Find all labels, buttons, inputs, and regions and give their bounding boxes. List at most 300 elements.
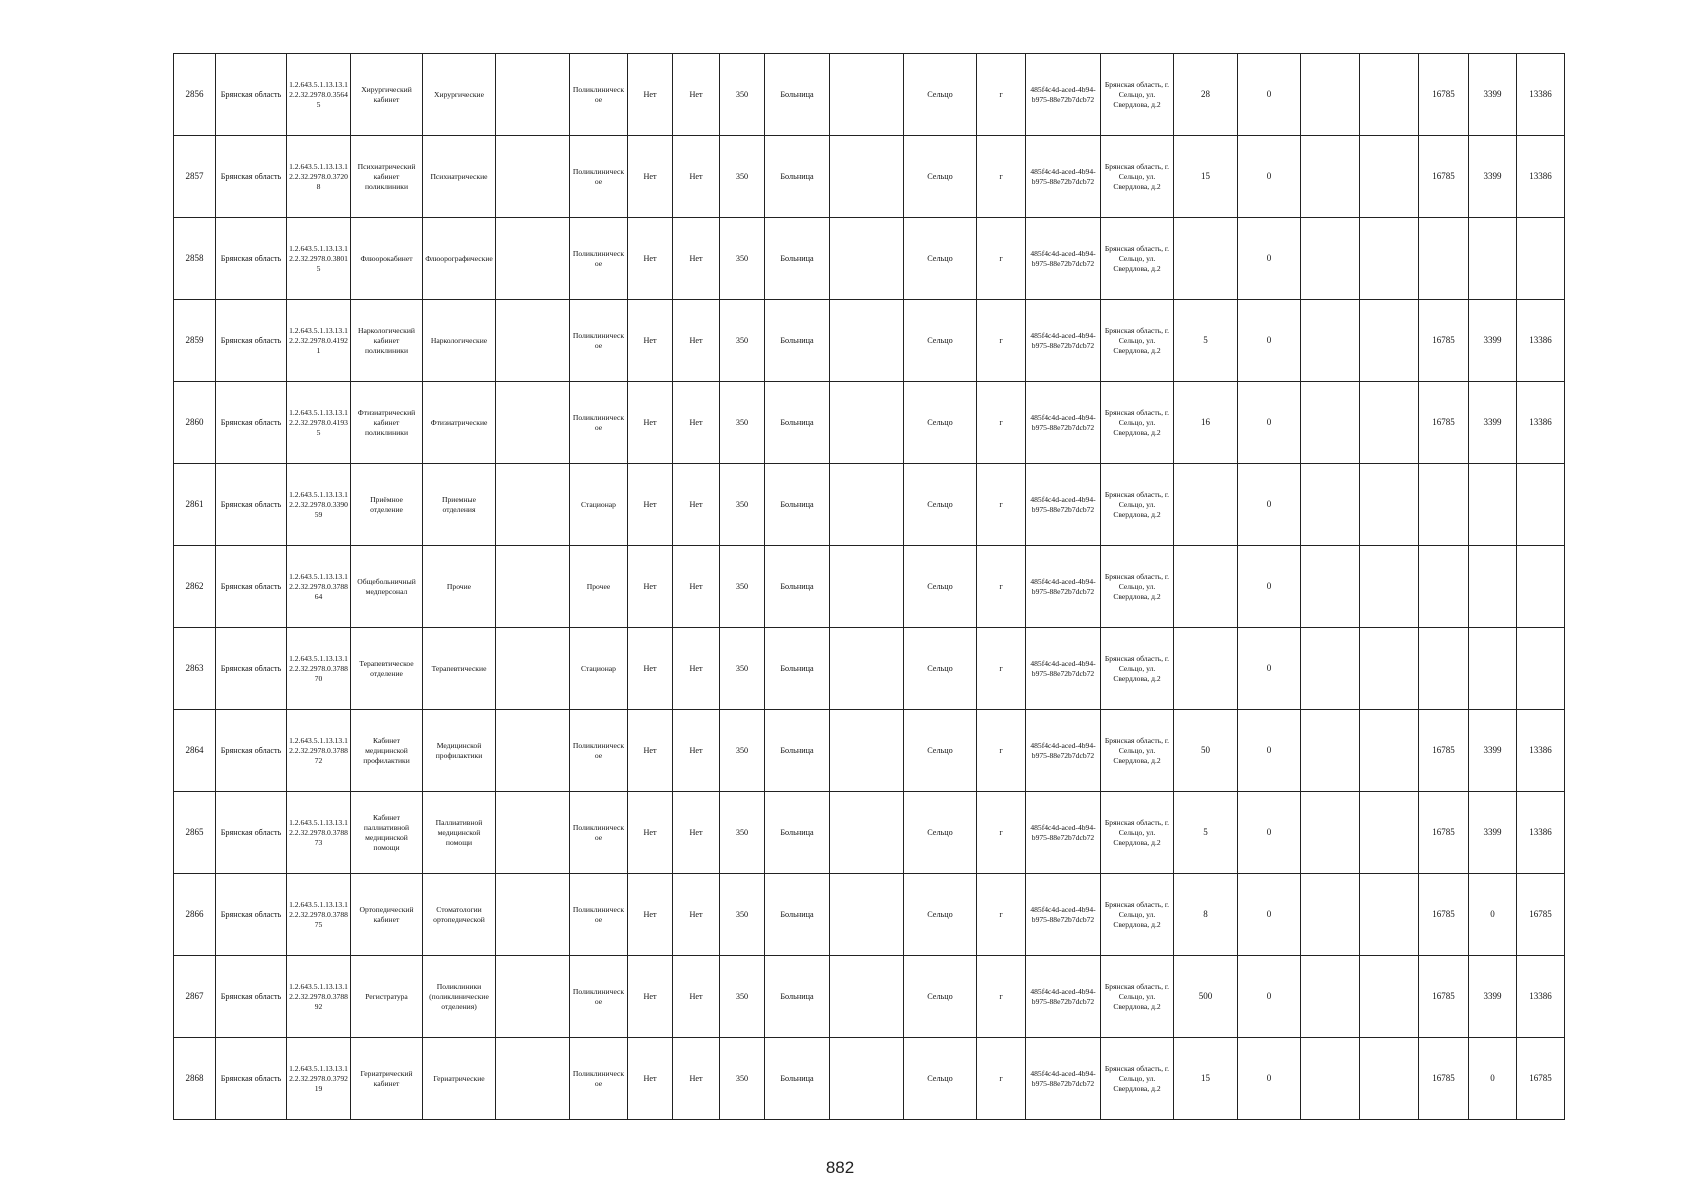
department-kind-cell: Поликлиническое [570, 1038, 628, 1120]
flag-cell: Нет [673, 54, 720, 136]
flag-cell: Нет [628, 382, 673, 464]
zero-cell: 0 [1238, 874, 1301, 956]
oid-cell: 1.2.643.5.1.13.13.12.2.32.2978.0.378875 [287, 874, 351, 956]
zero-cell: 0 [1238, 792, 1301, 874]
empty-cell [1301, 218, 1360, 300]
region-cell: Брянская область [216, 546, 287, 628]
flag-cell: Нет [628, 136, 673, 218]
zero-cell: 0 [1238, 218, 1301, 300]
empty-cell [496, 464, 570, 546]
row-number-cell: 2865 [174, 792, 216, 874]
empty-cell [1301, 136, 1360, 218]
city-cell: Сельцо [904, 546, 977, 628]
table-row [174, 136, 1565, 218]
code-cell: 350 [720, 382, 765, 464]
quantity-cell: 5 [1174, 300, 1238, 382]
city-cell: Сельцо [904, 300, 977, 382]
profile-cell: Прочие [423, 546, 496, 628]
value-cell: 16785 [1419, 54, 1469, 136]
empty-cell [1360, 300, 1419, 382]
flag-cell: Нет [673, 956, 720, 1038]
quantity-cell: 5 [1174, 792, 1238, 874]
empty-cell [830, 956, 904, 1038]
value-cell: 16785 [1419, 710, 1469, 792]
empty-cell [1360, 710, 1419, 792]
zero-cell: 0 [1238, 300, 1301, 382]
oid-cell: 1.2.643.5.1.13.13.12.2.32.2978.0.41935 [287, 382, 351, 464]
value-cell: 16785 [1419, 1038, 1469, 1120]
registry-body [174, 54, 1565, 1120]
value-cell: 16785 [1419, 382, 1469, 464]
empty-cell [830, 300, 904, 382]
quantity-cell: 15 [1174, 1038, 1238, 1120]
profile-cell: Фтизиатрические [423, 382, 496, 464]
value-cell: 3399 [1469, 382, 1517, 464]
quantity-cell [1174, 546, 1238, 628]
settlement-type-cell: г [977, 956, 1026, 1038]
oid-cell: 1.2.643.5.1.13.13.12.2.32.2978.0.339059 [287, 464, 351, 546]
empty-cell [1301, 382, 1360, 464]
empty-cell [1301, 54, 1360, 136]
department-kind-cell: Прочее [570, 546, 628, 628]
unit-name-cell: Ортопедический кабинет [351, 874, 423, 956]
guid-cell: 485f4c4d-aced-4b94-b975-88e72b7dcb72 [1026, 218, 1101, 300]
settlement-type-cell: г [977, 710, 1026, 792]
guid-cell: 485f4c4d-aced-4b94-b975-88e72b7dcb72 [1026, 956, 1101, 1038]
table-row [174, 874, 1565, 956]
flag-cell: Нет [673, 710, 720, 792]
address-cell: Брянская область, г. Сельцо, ул. Свердлова, д.2 [1101, 464, 1174, 546]
empty-cell [496, 956, 570, 1038]
zero-cell: 0 [1238, 628, 1301, 710]
flag-cell: Нет [628, 874, 673, 956]
row-number-cell: 2863 [174, 628, 216, 710]
org-type-cell: Больница [765, 710, 830, 792]
empty-cell [1360, 54, 1419, 136]
empty-cell [830, 382, 904, 464]
code-cell: 350 [720, 300, 765, 382]
unit-name-cell: Кабинет паллиативной медицинской помощи [351, 792, 423, 874]
row-number-cell: 2858 [174, 218, 216, 300]
profile-cell: Гериатрические [423, 1038, 496, 1120]
quantity-cell: 500 [1174, 956, 1238, 1038]
unit-name-cell: Наркологический кабинет поликлиники [351, 300, 423, 382]
guid-cell: 485f4c4d-aced-4b94-b975-88e72b7dcb72 [1026, 300, 1101, 382]
value-cell [1517, 218, 1565, 300]
value-cell [1419, 218, 1469, 300]
value-cell: 13386 [1517, 710, 1565, 792]
unit-name-cell: Гериатрический кабинет [351, 1038, 423, 1120]
unit-name-cell: Приёмное отделение [351, 464, 423, 546]
registry-table [173, 53, 1565, 1120]
value-cell [1419, 546, 1469, 628]
empty-cell [496, 1038, 570, 1120]
guid-cell: 485f4c4d-aced-4b94-b975-88e72b7dcb72 [1026, 1038, 1101, 1120]
settlement-type-cell: г [977, 792, 1026, 874]
address-cell: Брянская область, г. Сельцо, ул. Свердлова, д.2 [1101, 956, 1174, 1038]
settlement-type-cell: г [977, 628, 1026, 710]
profile-cell: Хирургические [423, 54, 496, 136]
address-cell: Брянская область, г. Сельцо, ул. Свердлова, д.2 [1101, 382, 1174, 464]
row-number-cell: 2867 [174, 956, 216, 1038]
region-cell: Брянская область [216, 792, 287, 874]
settlement-type-cell: г [977, 874, 1026, 956]
flag-cell: Нет [628, 464, 673, 546]
value-cell: 16785 [1419, 792, 1469, 874]
org-type-cell: Больница [765, 628, 830, 710]
region-cell: Брянская область [216, 956, 287, 1038]
empty-cell [830, 628, 904, 710]
code-cell: 350 [720, 546, 765, 628]
oid-cell: 1.2.643.5.1.13.13.12.2.32.2978.0.35645 [287, 54, 351, 136]
settlement-type-cell: г [977, 382, 1026, 464]
flag-cell: Нет [628, 792, 673, 874]
city-cell: Сельцо [904, 956, 977, 1038]
city-cell: Сельцо [904, 628, 977, 710]
value-cell: 3399 [1469, 54, 1517, 136]
settlement-type-cell: г [977, 464, 1026, 546]
row-number-cell: 2859 [174, 300, 216, 382]
unit-name-cell: Кабинет медицинской профилактики [351, 710, 423, 792]
empty-cell [496, 792, 570, 874]
region-cell: Брянская область [216, 874, 287, 956]
department-kind-cell: Поликлиническое [570, 710, 628, 792]
oid-cell: 1.2.643.5.1.13.13.12.2.32.2978.0.41921 [287, 300, 351, 382]
department-kind-cell: Поликлиническое [570, 136, 628, 218]
zero-cell: 0 [1238, 54, 1301, 136]
row-number-cell: 2866 [174, 874, 216, 956]
quantity-cell: 15 [1174, 136, 1238, 218]
guid-cell: 485f4c4d-aced-4b94-b975-88e72b7dcb72 [1026, 54, 1101, 136]
empty-cell [830, 874, 904, 956]
empty-cell [830, 136, 904, 218]
value-cell: 16785 [1419, 956, 1469, 1038]
address-cell: Брянская область, г. Сельцо, ул. Свердлова, д.2 [1101, 874, 1174, 956]
oid-cell: 1.2.643.5.1.13.13.12.2.32.2978.0.38015 [287, 218, 351, 300]
code-cell: 350 [720, 628, 765, 710]
city-cell: Сельцо [904, 792, 977, 874]
code-cell: 350 [720, 136, 765, 218]
zero-cell: 0 [1238, 956, 1301, 1038]
org-type-cell: Больница [765, 1038, 830, 1120]
registry-sheet [173, 53, 1564, 1119]
code-cell: 350 [720, 54, 765, 136]
unit-name-cell: Психиатрический кабинет поликлиники [351, 136, 423, 218]
quantity-cell [1174, 218, 1238, 300]
address-cell: Брянская область, г. Сельцо, ул. Свердлова, д.2 [1101, 546, 1174, 628]
region-cell: Брянская область [216, 710, 287, 792]
empty-cell [1360, 546, 1419, 628]
guid-cell: 485f4c4d-aced-4b94-b975-88e72b7dcb72 [1026, 464, 1101, 546]
flag-cell: Нет [628, 710, 673, 792]
guid-cell: 485f4c4d-aced-4b94-b975-88e72b7dcb72 [1026, 710, 1101, 792]
code-cell: 350 [720, 956, 765, 1038]
empty-cell [1301, 464, 1360, 546]
guid-cell: 485f4c4d-aced-4b94-b975-88e72b7dcb72 [1026, 546, 1101, 628]
value-cell: 16785 [1419, 136, 1469, 218]
row-number-cell: 2864 [174, 710, 216, 792]
empty-cell [496, 546, 570, 628]
row-number-cell: 2868 [174, 1038, 216, 1120]
empty-cell [830, 710, 904, 792]
profile-cell: Медицинской профилактики [423, 710, 496, 792]
value-cell: 16785 [1419, 874, 1469, 956]
org-type-cell: Больница [765, 874, 830, 956]
table-row [174, 1038, 1565, 1120]
empty-cell [830, 546, 904, 628]
flag-cell: Нет [628, 628, 673, 710]
flag-cell: Нет [628, 546, 673, 628]
profile-cell: Поликлиники (поликлинические отделения) [423, 956, 496, 1038]
region-cell: Брянская область [216, 382, 287, 464]
empty-cell [830, 218, 904, 300]
settlement-type-cell: г [977, 300, 1026, 382]
city-cell: Сельцо [904, 382, 977, 464]
oid-cell: 1.2.643.5.1.13.13.12.2.32.2978.0.378873 [287, 792, 351, 874]
unit-name-cell: Общебольничный медперсонал [351, 546, 423, 628]
flag-cell: Нет [673, 792, 720, 874]
profile-cell: Приемные отделения [423, 464, 496, 546]
department-kind-cell: Стационар [570, 464, 628, 546]
profile-cell: Паллиативной медицинской помощи [423, 792, 496, 874]
region-cell: Брянская область [216, 464, 287, 546]
oid-cell: 1.2.643.5.1.13.13.12.2.32.2978.0.378872 [287, 710, 351, 792]
table-row [174, 792, 1565, 874]
quantity-cell: 28 [1174, 54, 1238, 136]
flag-cell: Нет [628, 956, 673, 1038]
empty-cell [496, 874, 570, 956]
address-cell: Брянская область, г. Сельцо, ул. Свердлова, д.2 [1101, 136, 1174, 218]
empty-cell [1360, 218, 1419, 300]
quantity-cell: 16 [1174, 382, 1238, 464]
table-row [174, 628, 1565, 710]
value-cell [1517, 628, 1565, 710]
zero-cell: 0 [1238, 710, 1301, 792]
value-cell [1469, 628, 1517, 710]
table-row [174, 54, 1565, 136]
city-cell: Сельцо [904, 464, 977, 546]
department-kind-cell: Поликлиническое [570, 874, 628, 956]
org-type-cell: Больница [765, 792, 830, 874]
flag-cell: Нет [628, 1038, 673, 1120]
profile-cell: Психиатрические [423, 136, 496, 218]
row-number-cell: 2857 [174, 136, 216, 218]
oid-cell: 1.2.643.5.1.13.13.12.2.32.2978.0.378870 [287, 628, 351, 710]
department-kind-cell: Поликлиническое [570, 218, 628, 300]
oid-cell: 1.2.643.5.1.13.13.12.2.32.2978.0.378864 [287, 546, 351, 628]
empty-cell [496, 218, 570, 300]
value-cell [1419, 628, 1469, 710]
table-row [174, 546, 1565, 628]
flag-cell: Нет [628, 218, 673, 300]
empty-cell [496, 382, 570, 464]
empty-cell [496, 54, 570, 136]
zero-cell: 0 [1238, 382, 1301, 464]
region-cell: Брянская область [216, 54, 287, 136]
empty-cell [1360, 464, 1419, 546]
settlement-type-cell: г [977, 218, 1026, 300]
unit-name-cell: Фтизиатрический кабинет поликлиники [351, 382, 423, 464]
flag-cell: Нет [673, 136, 720, 218]
empty-cell [1360, 1038, 1419, 1120]
profile-cell: Стоматологии ортопедической [423, 874, 496, 956]
address-cell: Брянская область, г. Сельцо, ул. Свердлова, д.2 [1101, 628, 1174, 710]
row-number-cell: 2862 [174, 546, 216, 628]
guid-cell: 485f4c4d-aced-4b94-b975-88e72b7dcb72 [1026, 136, 1101, 218]
region-cell: Брянская область [216, 1038, 287, 1120]
department-kind-cell: Поликлиническое [570, 792, 628, 874]
address-cell: Брянская область, г. Сельцо, ул. Свердлова, д.2 [1101, 300, 1174, 382]
value-cell: 16785 [1419, 300, 1469, 382]
empty-cell [830, 792, 904, 874]
quantity-cell [1174, 628, 1238, 710]
empty-cell [1360, 874, 1419, 956]
city-cell: Сельцо [904, 710, 977, 792]
value-cell: 3399 [1469, 300, 1517, 382]
value-cell: 13386 [1517, 792, 1565, 874]
department-kind-cell: Поликлиническое [570, 956, 628, 1038]
profile-cell: Наркологические [423, 300, 496, 382]
value-cell: 3399 [1469, 710, 1517, 792]
org-type-cell: Больница [765, 464, 830, 546]
value-cell: 13386 [1517, 54, 1565, 136]
value-cell: 13386 [1517, 956, 1565, 1038]
empty-cell [1360, 792, 1419, 874]
empty-cell [830, 54, 904, 136]
zero-cell: 0 [1238, 136, 1301, 218]
city-cell: Сельцо [904, 218, 977, 300]
page-number: 882 [825, 1158, 855, 1177]
value-cell [1469, 464, 1517, 546]
flag-cell: Нет [673, 382, 720, 464]
empty-cell [1301, 710, 1360, 792]
department-kind-cell: Поликлиническое [570, 54, 628, 136]
empty-cell [1301, 1038, 1360, 1120]
profile-cell: Флюорографические [423, 218, 496, 300]
code-cell: 350 [720, 464, 765, 546]
empty-cell [496, 136, 570, 218]
region-cell: Брянская область [216, 300, 287, 382]
address-cell: Брянская область, г. Сельцо, ул. Свердлова, д.2 [1101, 54, 1174, 136]
department-kind-cell: Стационар [570, 628, 628, 710]
city-cell: Сельцо [904, 1038, 977, 1120]
unit-name-cell: Флюорокабинет [351, 218, 423, 300]
table-row [174, 710, 1565, 792]
value-cell: 3399 [1469, 956, 1517, 1038]
value-cell: 0 [1469, 874, 1517, 956]
org-type-cell: Больница [765, 300, 830, 382]
org-type-cell: Больница [765, 54, 830, 136]
empty-cell [496, 710, 570, 792]
value-cell: 13386 [1517, 136, 1565, 218]
guid-cell: 485f4c4d-aced-4b94-b975-88e72b7dcb72 [1026, 382, 1101, 464]
settlement-type-cell: г [977, 136, 1026, 218]
table-row [174, 464, 1565, 546]
region-cell: Брянская область [216, 218, 287, 300]
city-cell: Сельцо [904, 54, 977, 136]
empty-cell [1360, 382, 1419, 464]
empty-cell [496, 300, 570, 382]
empty-cell [1301, 300, 1360, 382]
row-number-cell: 2856 [174, 54, 216, 136]
settlement-type-cell: г [977, 54, 1026, 136]
oid-cell: 1.2.643.5.1.13.13.12.2.32.2978.0.37208 [287, 136, 351, 218]
unit-name-cell: Регистратура [351, 956, 423, 1038]
address-cell: Брянская область, г. Сельцо, ул. Свердлова, д.2 [1101, 792, 1174, 874]
flag-cell: Нет [673, 300, 720, 382]
empty-cell [830, 1038, 904, 1120]
code-cell: 350 [720, 874, 765, 956]
value-cell: 16785 [1517, 1038, 1565, 1120]
flag-cell: Нет [673, 546, 720, 628]
profile-cell: Терапевтические [423, 628, 496, 710]
empty-cell [1301, 874, 1360, 956]
code-cell: 350 [720, 1038, 765, 1120]
org-type-cell: Больница [765, 218, 830, 300]
flag-cell: Нет [673, 218, 720, 300]
empty-cell [1360, 136, 1419, 218]
value-cell [1517, 464, 1565, 546]
org-type-cell: Больница [765, 956, 830, 1038]
code-cell: 350 [720, 792, 765, 874]
row-number-cell: 2860 [174, 382, 216, 464]
empty-cell [1301, 956, 1360, 1038]
table-row [174, 218, 1565, 300]
empty-cell [1301, 628, 1360, 710]
code-cell: 350 [720, 710, 765, 792]
zero-cell: 0 [1238, 464, 1301, 546]
region-cell: Брянская область [216, 628, 287, 710]
empty-cell [1301, 546, 1360, 628]
table-row [174, 382, 1565, 464]
quantity-cell: 50 [1174, 710, 1238, 792]
address-cell: Брянская область, г. Сельцо, ул. Свердлова, д.2 [1101, 710, 1174, 792]
zero-cell: 0 [1238, 1038, 1301, 1120]
guid-cell: 485f4c4d-aced-4b94-b975-88e72b7dcb72 [1026, 792, 1101, 874]
quantity-cell: 8 [1174, 874, 1238, 956]
empty-cell [830, 464, 904, 546]
empty-cell [496, 628, 570, 710]
value-cell: 0 [1469, 1038, 1517, 1120]
empty-cell [1360, 628, 1419, 710]
city-cell: Сельцо [904, 874, 977, 956]
oid-cell: 1.2.643.5.1.13.13.12.2.32.2978.0.378892 [287, 956, 351, 1038]
department-kind-cell: Поликлиническое [570, 382, 628, 464]
guid-cell: 485f4c4d-aced-4b94-b975-88e72b7dcb72 [1026, 874, 1101, 956]
zero-cell: 0 [1238, 546, 1301, 628]
table-row [174, 300, 1565, 382]
value-cell [1469, 218, 1517, 300]
flag-cell: Нет [673, 628, 720, 710]
value-cell: 16785 [1517, 874, 1565, 956]
flag-cell: Нет [673, 874, 720, 956]
code-cell: 350 [720, 218, 765, 300]
value-cell [1469, 546, 1517, 628]
row-number-cell: 2861 [174, 464, 216, 546]
address-cell: Брянская область, г. Сельцо, ул. Свердлова, д.2 [1101, 218, 1174, 300]
org-type-cell: Больница [765, 136, 830, 218]
city-cell: Сельцо [904, 136, 977, 218]
empty-cell [1301, 792, 1360, 874]
value-cell [1517, 546, 1565, 628]
org-type-cell: Больница [765, 382, 830, 464]
value-cell: 3399 [1469, 136, 1517, 218]
value-cell [1419, 464, 1469, 546]
department-kind-cell: Поликлиническое [570, 300, 628, 382]
empty-cell [1360, 956, 1419, 1038]
unit-name-cell: Терапевтическое отделение [351, 628, 423, 710]
value-cell: 13386 [1517, 382, 1565, 464]
